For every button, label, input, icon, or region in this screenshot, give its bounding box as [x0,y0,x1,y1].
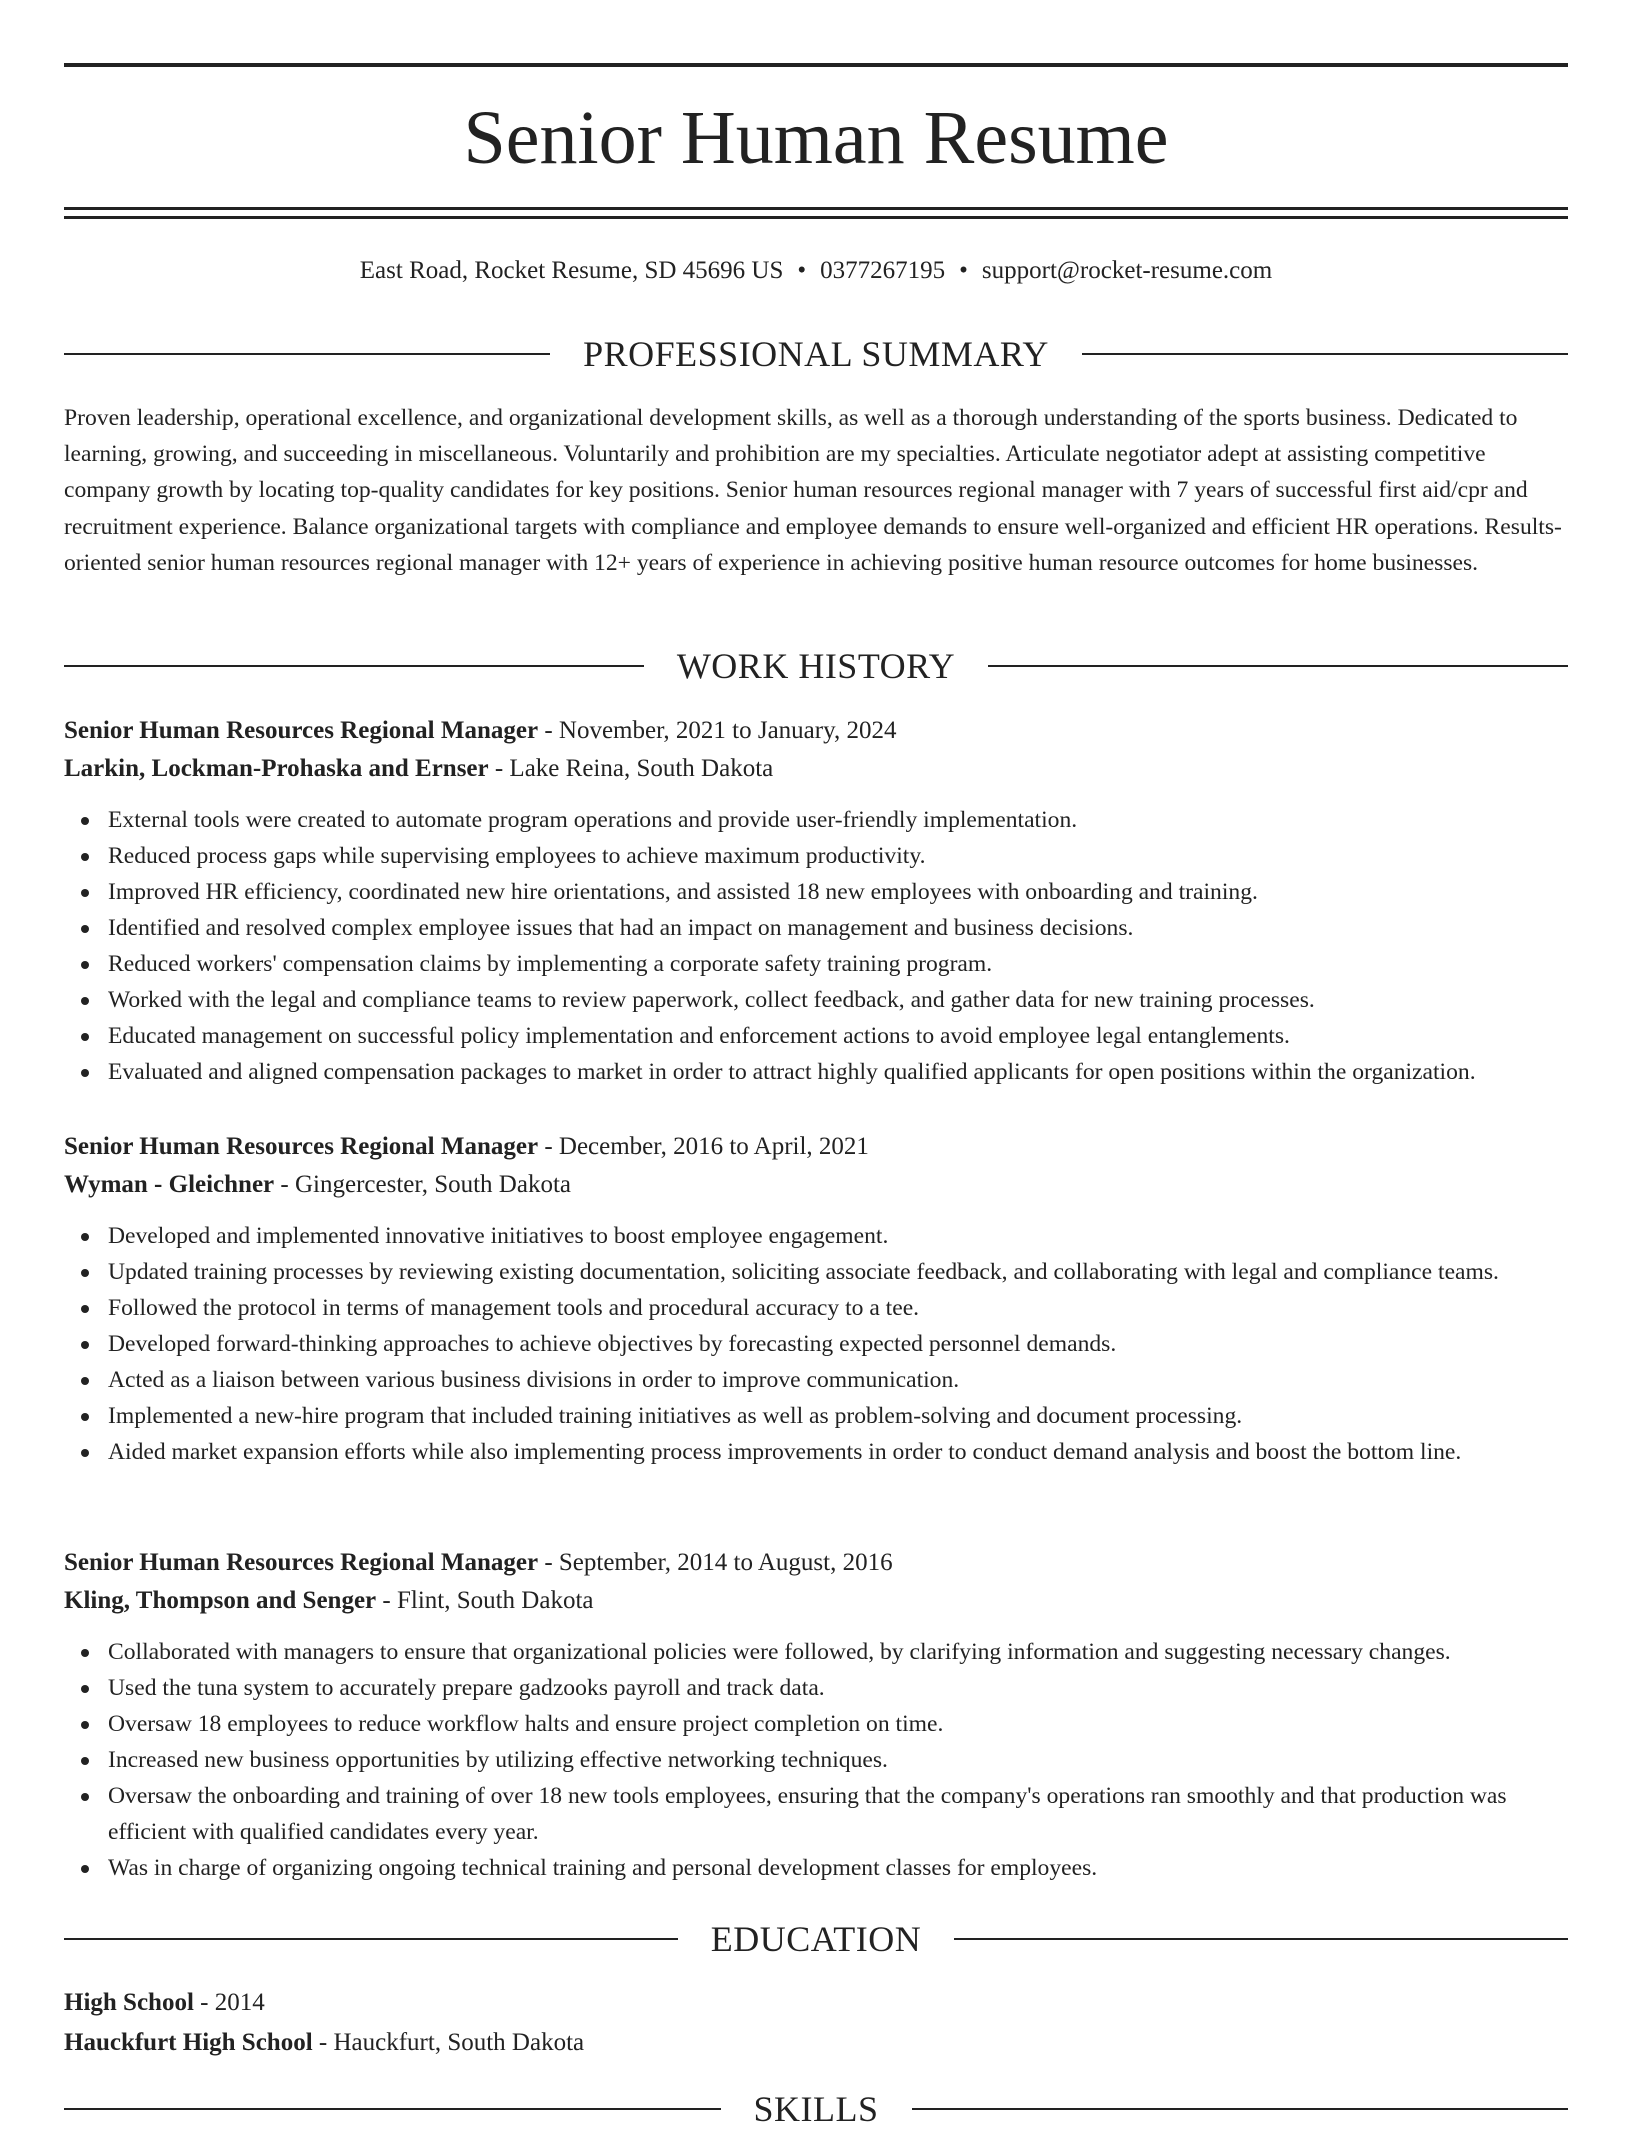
section-rule-left [64,1938,678,1940]
contact-separator: • [797,257,807,284]
top-rule [64,63,1568,67]
job-bullet: Worked with the legal and compliance teams to review paperwork, collect feedback, and gather data for new training processes. [108,982,1568,1018]
job-entry [64,712,1568,1090]
job-bullet: Oversaw the onboarding and training of over 18 new tools employees, ensuring that the company's operations ran smoothly and that production was efficient with qualified candidates every year. [108,1778,1568,1850]
job-bullet: Developed and implemented innovative initiatives to boost employee engagement. [108,1218,1568,1254]
job-title: Senior Human Resources Regional Manager [64,717,539,744]
section-rule-right [1082,353,1568,355]
education-year: - 2014 [193,1989,265,2016]
header-double-rule-lower [64,216,1568,219]
job-dates: - November, 2021 to January, 2024 [538,717,897,744]
education-degree: High School [64,1989,194,2016]
job-bullet-list [64,1218,1568,1470]
job-dates: - September, 2014 to August, 2016 [538,1549,893,1576]
contact-address: East Road, Rocket Resume, SD 45696 US [359,257,784,284]
section-header-work-history [64,644,1568,688]
job-company: Larkin, Lockman-Prohaska and Ernser [64,755,489,782]
section-title: WORK HISTORY [676,646,956,686]
section-rule-left [64,353,550,355]
section-rule-left [64,2108,721,2110]
section-header-summary [64,332,1568,376]
job-bullet: Improved HR efficiency, coordinated new hire orientations, and assisted 18 new employees with onboarding and training. [108,874,1568,910]
job-bullet: Oversaw 18 employees to reduce workflow halts and ensure project completion on time. [108,1706,1568,1742]
section-header-education [64,1917,1568,1961]
job-bullet-list [64,802,1568,1090]
education-location: - Hauckfurt, South Dakota [312,2029,585,2056]
job-bullet: Acted as a liaison between various business divisions in order to improve communication. [108,1362,1568,1398]
section-rule-left [64,665,644,667]
job-company: Wyman - Gleichner [64,1171,275,1198]
job-title: Senior Human Resources Regional Manager [64,1133,539,1160]
section-rule-right [954,1938,1568,1940]
education-school-line [64,2023,1568,2063]
job-company-line [64,1166,1568,1204]
job-title-line [64,1544,1568,1582]
job-title: Senior Human Resources Regional Manager [64,1549,539,1576]
job-bullet: Educated management on successful policy implementation and enforcement actions to avoid employee legal entanglements. [108,1018,1568,1054]
job-bullet: Reduced workers' compensation claims by implementing a corporate safety training program. [108,946,1568,982]
job-bullet-list [64,1634,1568,1886]
job-location: - Lake Reina, South Dakota [488,755,774,782]
contact-separator: • [959,257,968,284]
resume-title: Senior Human Resume [463,96,1169,180]
job-bullet: Updated training processes by reviewing existing documentation, soliciting associate feedback, and collaborating with legal and compliance teams. [108,1254,1568,1290]
job-bullet: External tools were created to automate program operations and provide user-friendly implementation. [108,802,1568,838]
job-title-line [64,1128,1568,1166]
header-double-rule-upper [64,207,1568,210]
professional-summary-text: Proven leadership, operational excellence, and organizational development skills, as well as a thorough understanding of the sports business. Dedicated to learning, growing, and succeeding in miscellaneous. Voluntarily and prohibition are my specialties. Articulate negotiator adept at assisting competitive company growth by locating top-quality candidates for key positions. Senior human resources regional manager with 7 years of successful first aid/cpr and recruitment experience. Balance organizational targets with compliance and employee demands to ensure well-organized and efficient HR operations. Results-oriented senior human resources regional manager with 12+ years of experience in achieving positive human resource outcomes for home businesses. [64,405,1562,576]
job-bullet: Identified and resolved complex employee issues that had an impact on management and business decisions. [108,910,1568,946]
contact-line [64,254,1568,288]
job-title-line [64,712,1568,750]
section-title: SKILLS [753,2089,879,2129]
job-entry [64,1544,1568,1886]
job-bullet: Aided market expansion efforts while also implementing process improvements in order to conduct demand analysis and boost the bottom line. [108,1434,1568,1470]
job-bullet: Was in charge of organizing ongoing technical training and personal development classes for employees. [108,1850,1568,1886]
job-bullet: Implemented a new-hire program that included training initiatives as well as problem-solving and document processing. [108,1398,1568,1434]
job-bullet: Collaborated with managers to ensure that organizational policies were followed, by clarifying information and suggesting necessary changes. [108,1634,1568,1670]
education-degree-line [64,1983,1568,2023]
job-bullet: Followed the protocol in terms of management tools and procedural accuracy to a tee. [108,1290,1568,1326]
section-rule-right [988,665,1568,667]
job-dates: - December, 2016 to April, 2021 [538,1133,869,1160]
job-bullet: Used the tuna system to accurately prepare gadzooks payroll and track data. [108,1670,1568,1706]
education-entry [64,1983,1568,2063]
job-bullet: Increased new business opportunities by utilizing effective networking techniques. [108,1742,1568,1778]
education-school: Hauckfurt High School [64,2029,313,2056]
section-title: PROFESSIONAL SUMMARY [583,334,1049,374]
job-location: - Gingercester, South Dakota [274,1171,571,1198]
job-bullet: Developed forward-thinking approaches to achieve objectives by forecasting expected personnel demands. [108,1326,1568,1362]
section-header-skills [64,2087,1568,2131]
contact-phone: 0377267195 [820,257,946,284]
section-rule-right [912,2108,1569,2110]
section-title: EDUCATION [710,1919,922,1959]
job-company-line [64,750,1568,788]
job-bullet: Reduced process gaps while supervising employees to achieve maximum productivity. [108,838,1568,874]
job-company: Kling, Thompson and Senger [64,1587,377,1614]
contact-email: support@rocket-resume.com [981,257,1273,284]
job-bullet: Evaluated and aligned compensation packages to market in order to attract highly qualified applicants for open positions within the organization. [108,1054,1568,1090]
job-company-line [64,1582,1568,1620]
job-location: - Flint, South Dakota [376,1587,594,1614]
job-entry [64,1128,1568,1470]
